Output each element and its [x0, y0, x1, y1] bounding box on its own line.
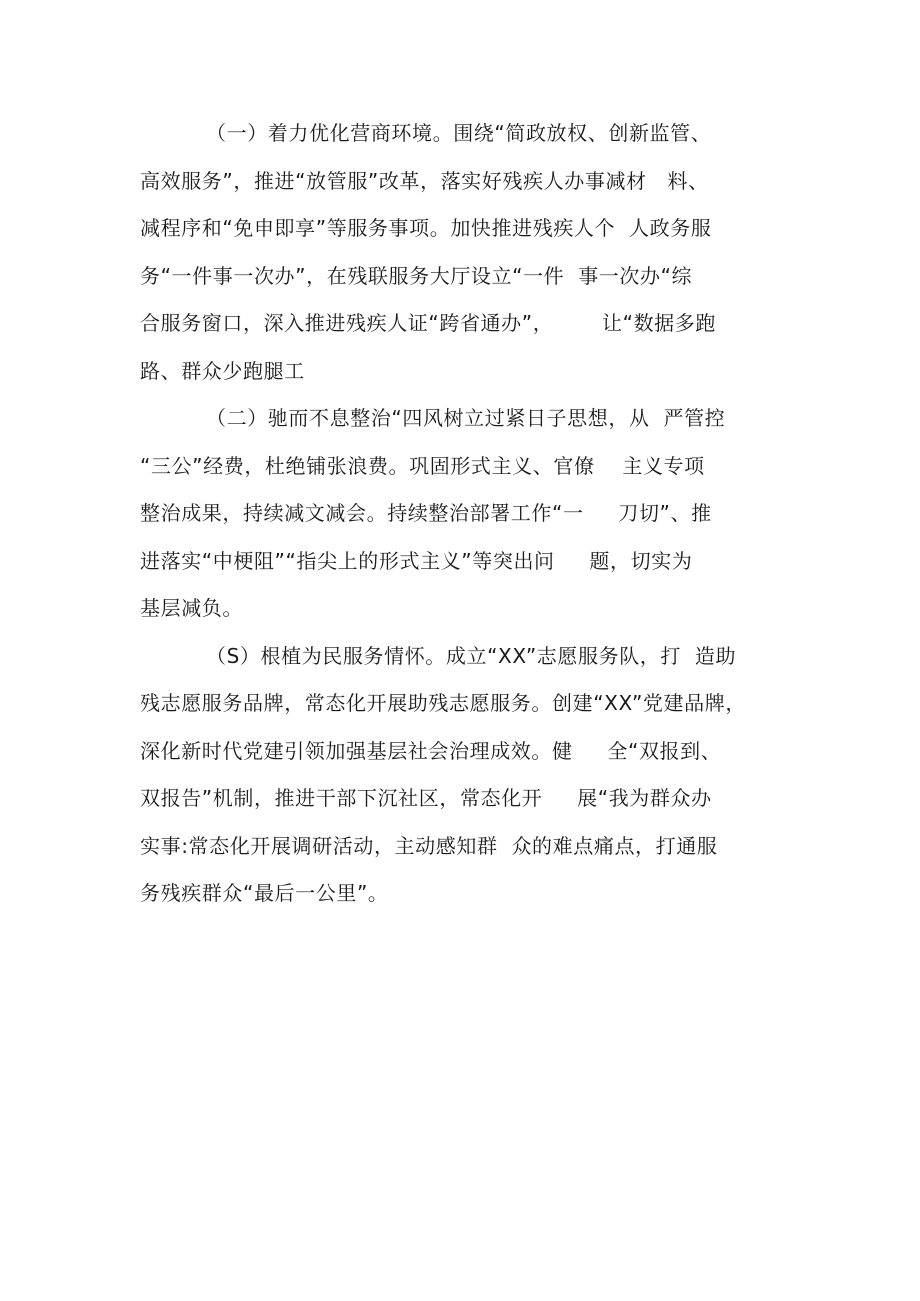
paragraph-line: 务“一件事一次办”，在残联服务大厅设立“一件 事一次办“综	[140, 263, 693, 288]
paragraph-line: 合服务窗口，深入推进残疾人证“跨省通办”， 让“数据多跑	[140, 311, 716, 335]
paragraph-line: 减程序和“免申即享”等服务事项。加快推进残疾人个 人政务服	[140, 216, 712, 240]
paragraph-line: 实事:常态化开展调研活动，主动感知群 众的难点痛点，打通服	[140, 833, 718, 858]
paragraph-line: 双报告”机制，推进干部下沉社区，常态化开 展“我为群众办	[140, 786, 712, 810]
paragraph-line: 路、群众少跑腿工	[140, 358, 305, 383]
paragraph-line: （S）根植为民服务情怀。成立“XX”志愿服务队，打 造助	[206, 643, 737, 668]
paragraph-2	[140, 395, 790, 633]
paragraph-line: 整治成果，持续减文减会。持续整治部署工作“一 刀切”、推	[140, 501, 712, 525]
paragraph-line: （一）着力优化营商环境。围绕“简政放权、创新监管、	[206, 121, 712, 145]
paragraph-line: 进落实“中梗阻”“指尖上的形式主义”等突出问 题，切实为	[140, 548, 693, 573]
paragraph-3	[140, 633, 790, 918]
paragraph-line: 残志愿服务品牌，常态化开展助残志愿服务。创建“XX”党建品牌，	[140, 691, 746, 715]
paragraph-line: （二）驰而不息整治“四风树立过紧日子思想，从 严管控	[206, 406, 726, 430]
paragraph-line: 高效服务”，推进“放管服”改革，落实好残疾人办事减材 料、	[140, 168, 709, 193]
paragraph-line: 务残疾群众“最后一公里”。	[140, 881, 389, 905]
paragraph-line: 深化新时代党建引领加强基层社会治理成效。健 全“双报到、	[140, 738, 722, 763]
paragraph-line: “三公”经费，杜绝铺张浪费。巩固形式主义、官僚 主义专项	[140, 453, 705, 478]
document-body	[140, 110, 790, 918]
paragraph-1	[140, 110, 790, 395]
paragraph-line: 基层减负。	[140, 596, 243, 620]
